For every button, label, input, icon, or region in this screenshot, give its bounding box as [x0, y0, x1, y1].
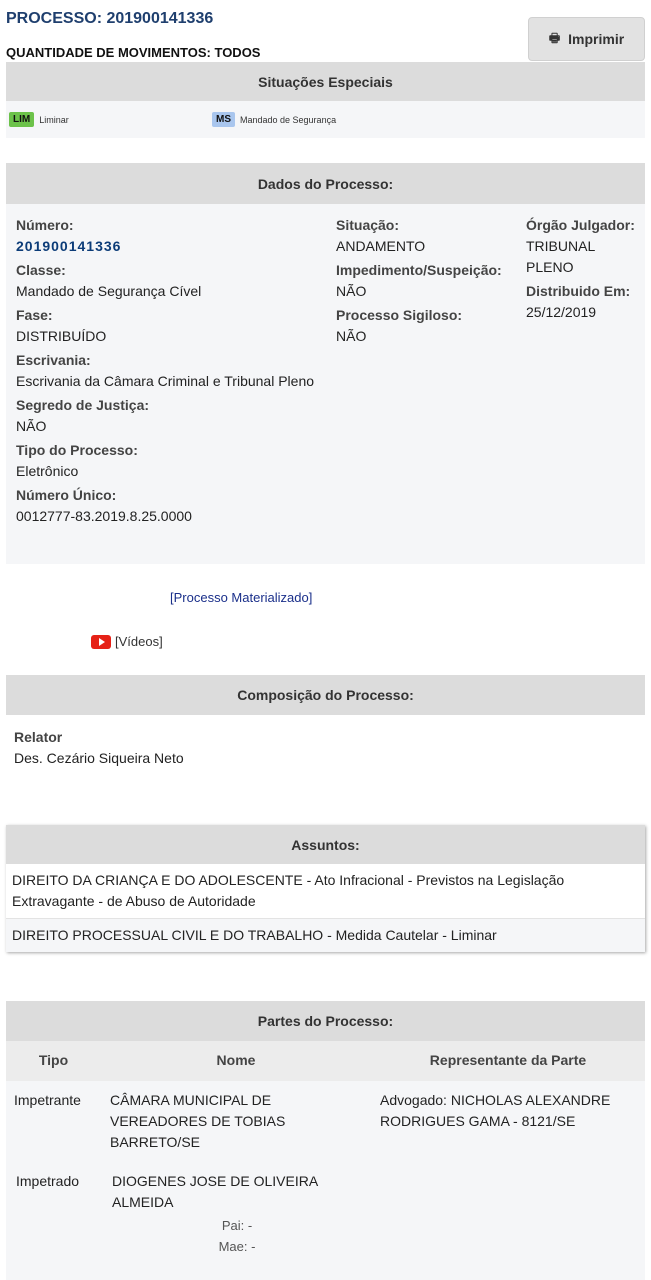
subject-item-2: DIREITO PROCESSUAL CIVIL E DO TRABALHO - Medida Cautelar - Liminar [6, 919, 645, 952]
ms-badge: MS [212, 112, 235, 127]
special-situations-panel [6, 101, 645, 138]
composition-body [14, 727, 184, 769]
movements-count: QUANTIDADE DE MOVIMENTOS: TODOS [6, 45, 261, 60]
subjects-header: Assuntos: [6, 825, 645, 864]
numero-label: Número: [16, 217, 74, 233]
situacao-label: Situação: [336, 217, 400, 233]
party-pai: Pai: - [221, 1218, 253, 1233]
processo-materializado-link[interactable]: [Processo Materializado] [170, 590, 313, 605]
tipo-value: Eletrônico [16, 463, 79, 479]
impedimento-value: NÃO [336, 283, 367, 299]
legend-ms [212, 112, 336, 127]
party-nome: CÂMARA MUNICIPAL DE VEREADORES DE TOBIAS BARRETO/SE [110, 1092, 286, 1150]
numero-value[interactable]: 201900141336 [16, 238, 122, 254]
escrivania-label: Escrivania: [16, 352, 91, 368]
impedimento-label: Impedimento/Suspeição: [336, 262, 502, 278]
lim-badge: LIM [9, 112, 34, 127]
lim-label: Liminar [39, 114, 69, 125]
party-mae: Mae: - [218, 1239, 256, 1254]
subjects-table [6, 825, 645, 952]
page-title: PROCESSO: 201900141336 [6, 10, 214, 27]
ms-label: Mandado de Segurança [240, 114, 337, 125]
numero-unico-label: Número Único: [16, 487, 117, 503]
subject-item-1: DIREITO DA CRIANÇA E DO ADOLESCENTE - Ato Infracional - Previstos na Legislação Extravagante - de Abuso de Autoridade [6, 864, 645, 919]
videos-label: [Vídeos] [115, 634, 163, 649]
orgao-value: TRIBUNAL PLENO [526, 238, 595, 275]
party-representante: Advogado: NICHOLAS ALEXANDRE RODRIGUES GAMA - 8121/SE [380, 1092, 611, 1129]
printer-icon: 🖶 [548, 30, 561, 45]
relator-label: Relator [14, 729, 63, 745]
composition-header: Composição do Processo: [6, 675, 645, 715]
legend-lim [9, 112, 69, 127]
situacao-value: ANDAMENTO [336, 238, 426, 254]
sigiloso-label: Processo Sigiloso: [336, 307, 463, 323]
classe-label: Classe: [16, 262, 66, 278]
print-button[interactable] [528, 17, 645, 61]
classe-value: Mandado de Segurança Cível [16, 283, 202, 299]
party-tipo: Impetrante [14, 1092, 81, 1108]
col-nome: Nome [216, 1052, 256, 1068]
youtube-icon [91, 635, 111, 649]
process-data-panel [6, 204, 645, 564]
distribuido-label: Distribuido Em: [526, 283, 631, 299]
process-data-middle [336, 215, 516, 347]
sigiloso-value: NÃO [336, 328, 367, 344]
party-nome: DIOGENES JOSE DE OLIVEIRA ALMEIDA [112, 1173, 318, 1210]
process-data-header: Dados do Processo: [6, 163, 645, 204]
special-situations-header: Situações Especiais [6, 62, 645, 101]
escrivania-value: Escrivania da Câmara Criminal e Tribunal Pleno [16, 373, 315, 389]
segredo-label: Segredo de Justiça: [16, 397, 150, 413]
print-button-label: Imprimir [568, 31, 625, 47]
col-tipo: Tipo [38, 1052, 69, 1068]
relator-value: Des. Cezário Siqueira Neto [14, 750, 184, 766]
fase-value: DISTRIBUÍDO [16, 328, 107, 344]
table-row [6, 1081, 645, 1164]
parties-header: Partes do Processo: [6, 1001, 645, 1041]
fase-label: Fase: [16, 307, 53, 323]
videos-link[interactable] [91, 634, 163, 649]
process-data-left [16, 215, 316, 527]
orgao-label: Órgão Julgador: [526, 217, 635, 233]
numero-unico-value: 0012777-83.2019.8.25.0000 [16, 508, 192, 524]
table-row [6, 1163, 645, 1280]
segredo-value: NÃO [16, 418, 47, 434]
col-representante: Representante da Parte [429, 1052, 587, 1068]
distribuido-value: 25/12/2019 [526, 304, 597, 320]
tipo-label: Tipo do Processo: [16, 442, 138, 458]
party-tipo: Impetrado [16, 1173, 80, 1189]
process-data-right [526, 215, 638, 323]
parties-columns [6, 1041, 645, 1081]
